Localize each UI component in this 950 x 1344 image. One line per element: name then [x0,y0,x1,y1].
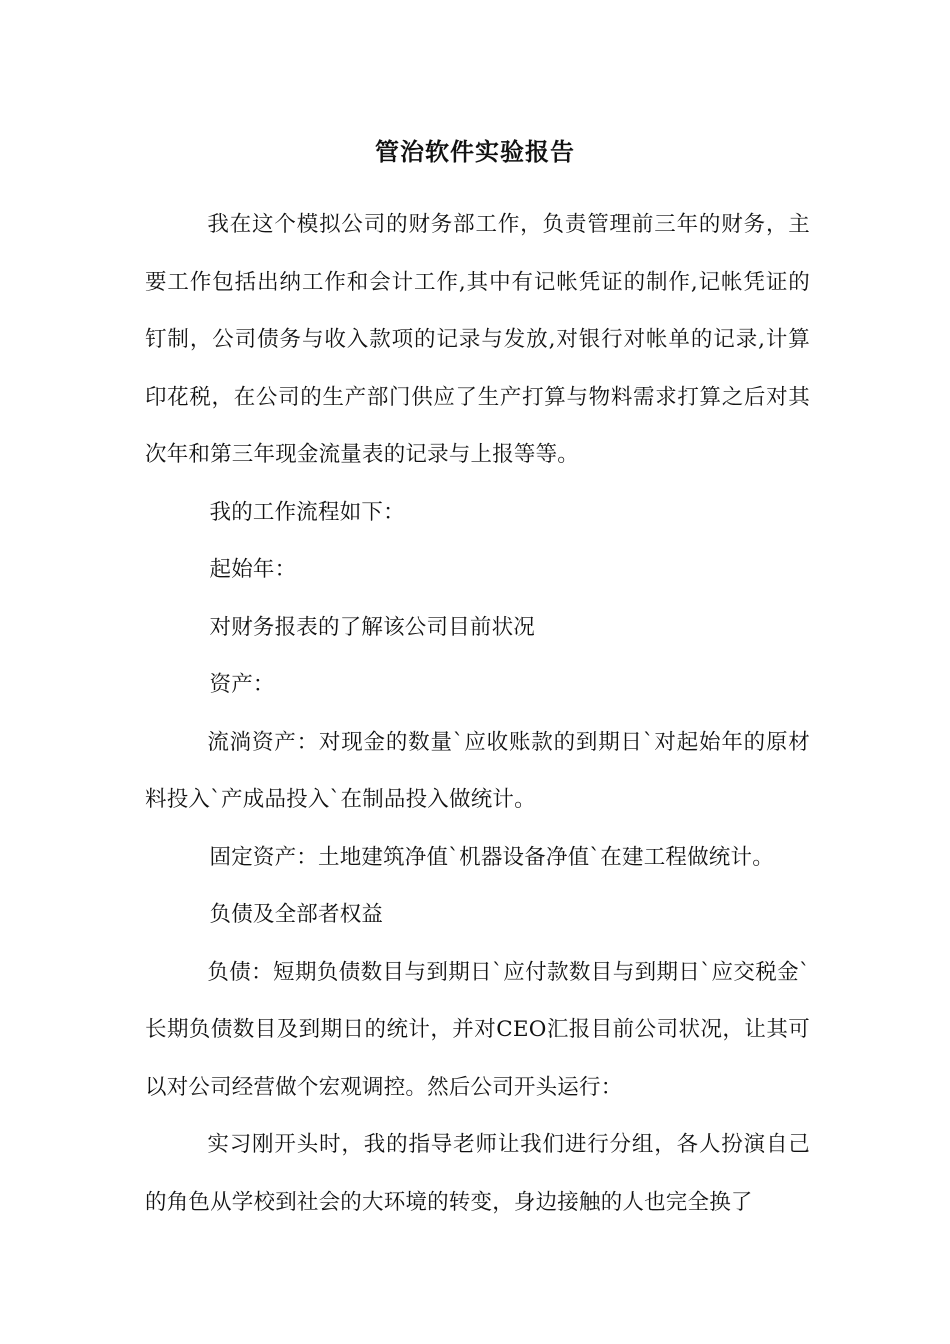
paragraph-workflow: 我的工作流程如下： [209,499,405,525]
paragraph-assets: 资产： [209,672,275,697]
paragraph-start-year: 起始年： [209,557,297,582]
paragraph-internship: 实习刚开头时，我的指导老师让我们进行分组，各人扮演自己的角色从学校到社会的大环境的转变，身边接触的人也完全换了 [145,1132,810,1215]
paragraph-intro: 我在这个模拟公司的财务部工作，负责管理前三年的财务，主要工作包括出纳工作和会计工作,其中有记帐凭证的制作,记帐凭证的钉制，公司债务与收入款项的记录与发放,对银行对帐单的记录,计算印花税，在公司的生产部门供应了生产打算与物料需求打算之后对其次年和第三年现金流量表的记录与上报等等。 [145,212,810,467]
document-title: 管治软件实验报告 [375,137,575,166]
paragraph-liabilities: 负债：短期负债数目与到期日`应付款数目与到期日`应交税金`长期负债数目及到期日的统计，并对CEO汇报目前公司状况，让其可以对公司经营做个宏观调控。然后公司开头运行： [145,959,810,1100]
paragraph-fixed-assets: 固定资产：土地建筑净值`机器设备净值`在建工程做统计。 [209,844,774,870]
paragraph-financial-statements: 对财务报表的了解该公司目前状况 [209,614,536,640]
document-body [145,196,810,1231]
paragraph-liabilities-equity: 负债及全部者权益 [209,902,384,927]
paragraph-current-assets: 流淌资产：对现金的数量`应收账款的到期日`对起始年的原材料投入`产成品投入`在制品投入做统计。 [145,729,810,812]
